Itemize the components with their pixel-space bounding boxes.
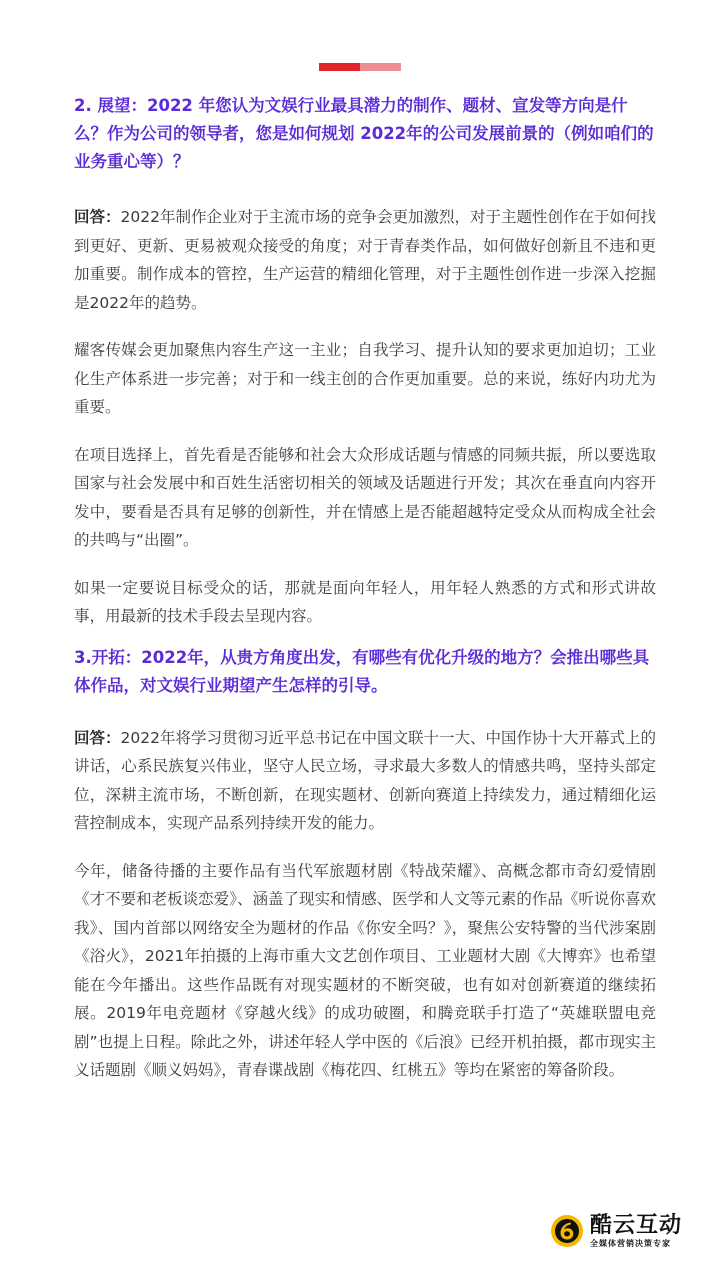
question-2: 2. 展望：2022 年您认为文娱行业最具潜力的制作、题材、宣发等方向是什么？作为公司的领导者，您是如何规划 2022年的公司发展前景的（例如咱们的业务重心等）？: [74, 96, 654, 171]
answer-label: 回答：: [74, 728, 121, 747]
kuyun-logo-icon: [550, 1214, 584, 1248]
logo-tagline: 全媒体营销决策专家: [590, 1238, 671, 1248]
answer-3-paragraph-1: [74, 724, 656, 838]
logo-name: 酷云互动: [590, 1212, 683, 1238]
answer-3-text-1: 2022年将学习贯彻习近平总书记在中国文联十一大、中国作协十大开幕式上的讲话，心系民族复兴伟业，坚守人民立场，寻求最大多数人的情感共鸣，坚持头部定位，深耕主流市场，不断创新，在现实题材、创新向赛道上持续发力，通过精细化运营控制成本，实现产品系列持续开发的能力。: [74, 728, 656, 832]
answer-2-paragraph-1: [74, 203, 656, 317]
answer-2-text-1: 2022年制作企业对于主流市场的竞争会更加激烈，对于主题性创作在于如何找到更好、更新、更易被观众接受的角度；对于青春类作品，如何做好创新且不违和更加重要。制作成本的管控，生产运营的精细化管理，对于主题性创作进一步深入挖掘是2022年的趋势。: [74, 208, 656, 312]
answer-2-paragraph-2: 耀客传媒会更加聚焦内容生产这一主业；自我学习、提升认知的要求更加迫切；工业化生产体系进一步完善；对于和一线主创的合作更加重要。总的来说，练好内功尤为重要。: [74, 341, 656, 416]
answer-label: 回答：: [74, 208, 121, 226]
answer-2-paragraph-3: 在项目选择上，首先看是否能够和社会大众形成话题与情感的同频共振，所以要选取国家与社会发展中和百姓生活密切相关的领域及话题进行开发；其次在垂直向内容开发中，要看是否具有足够的创新性，并在情感上是否能超越特定受众从而构成全社会的共鸣与“出圈”。: [74, 445, 656, 549]
question-3: 3.开拓：2022年，从贵方角度出发，有哪些有优化升级的地方？会推出哪些具体作品，对文娱行业期望产生怎样的引导。: [74, 647, 650, 695]
section-divider: [319, 63, 401, 71]
article-body: [74, 92, 656, 1085]
divider-right-segment: [360, 63, 401, 71]
answer-3-paragraph-2: 今年，储备待播的主要作品有当代军旅题材剧《特战荣耀》、高概念都市奇幻爱情剧《才不要和老板谈恋爱》、涵盖了现实和情感、医学和人文等元素的作品《听说你喜欢我》、国内首部以网络安全为题材的作品《你安全吗？》，聚焦公安特警的当代涉案剧《浴火》，2021年拍摄的上海市重大文艺创作项目、工业题材大剧《大博弈》也希望能在今年播出。这些作品既有对现实题材的不断突破，也有如对创新赛道的继续拓展。2019年电竞题材《穿越火线》的成功破圈，和腾竞联手打造了“英雄联盟电竞剧”也提上日程。除此之外，讲述年轻人学中医的《后浪》已经开机拍摄，都市现实主义话题剧《顺义妈妈》，青春谍战剧《梅花四、红桃五》等均在紧密的筹备阶段。: [74, 861, 656, 1079]
divider-left-segment: [319, 63, 360, 71]
brand-logo: [550, 1211, 700, 1251]
logo-text: [590, 1212, 683, 1248]
answer-2-paragraph-4: 如果一定要说目标受众的话，那就是面向年轻人，用年轻人熟悉的方式和形式讲故事，用最新的技术手段去呈现内容。: [74, 578, 656, 625]
